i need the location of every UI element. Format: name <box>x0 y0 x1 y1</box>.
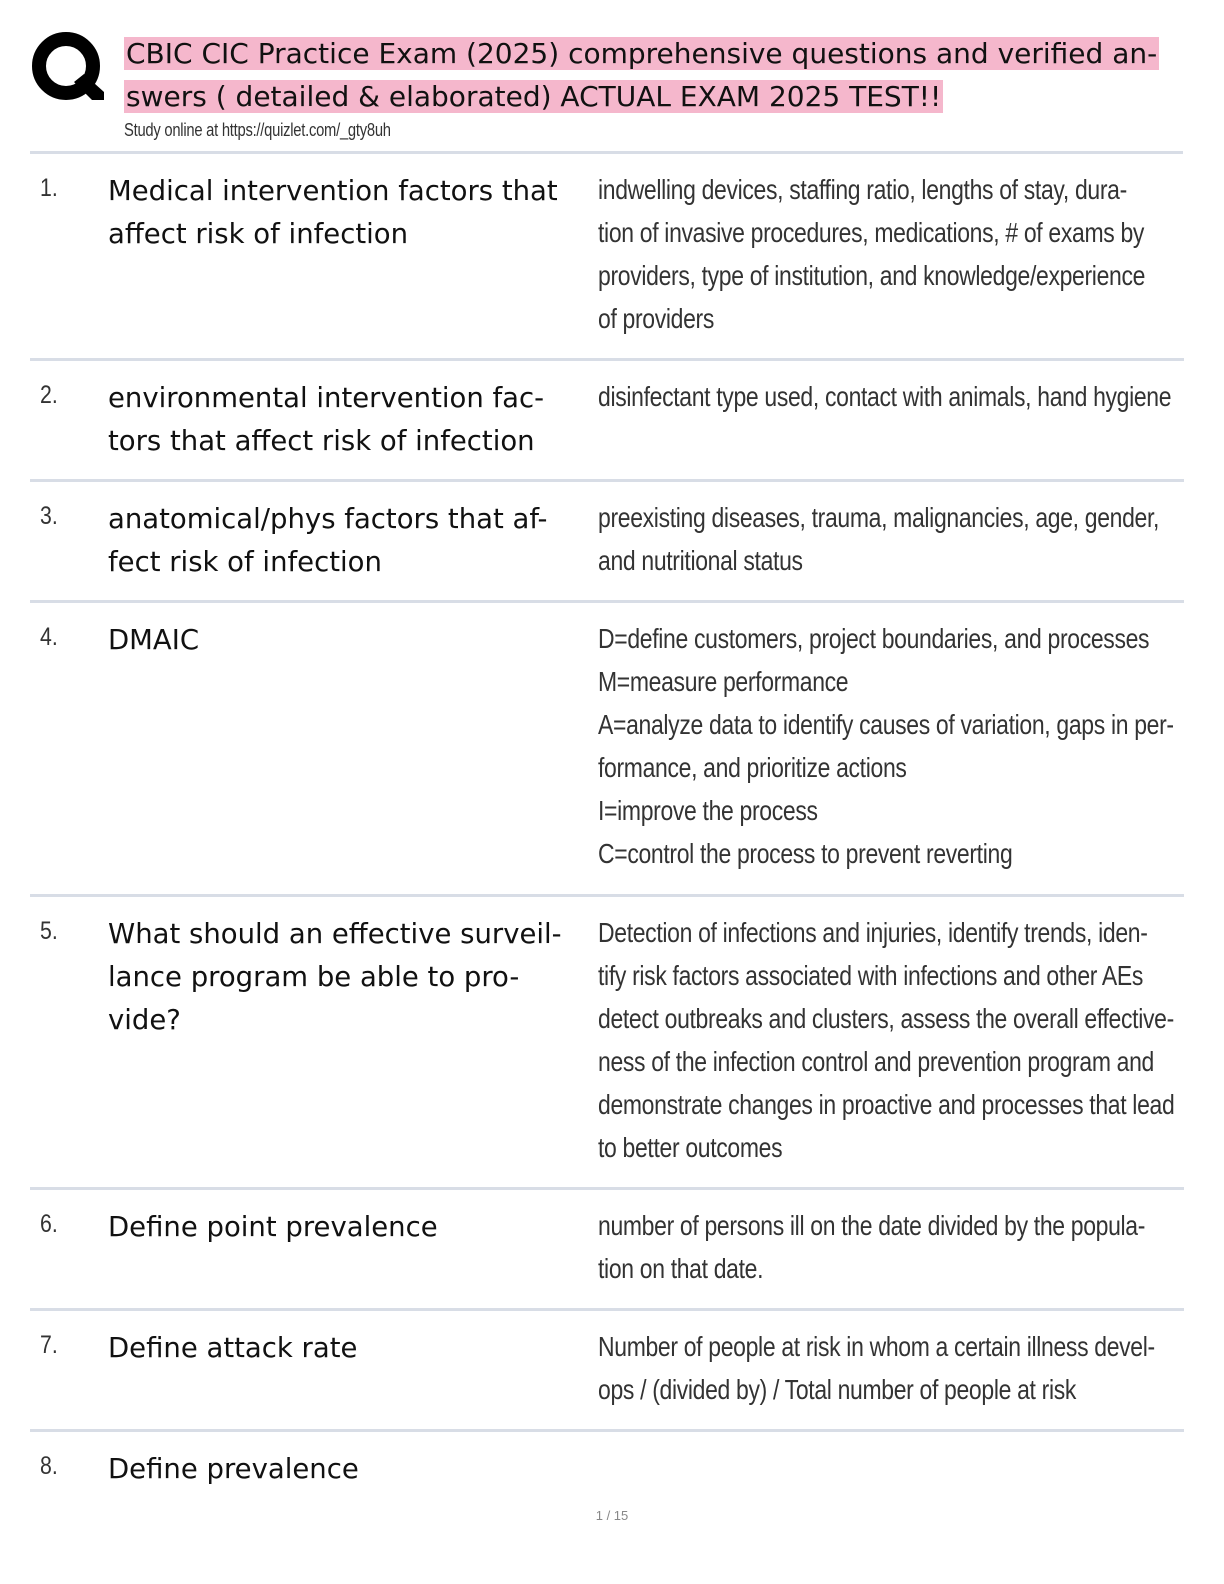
flashcard-row <box>30 603 1184 897</box>
card-term <box>108 1448 592 1491</box>
card-number: 6. <box>40 1210 58 1238</box>
study-online-link[interactable]: Study online at https://quizlet.com/_gty8uh <box>124 120 391 140</box>
card-number: 2. <box>40 381 58 409</box>
card-definition <box>598 1325 1155 1411</box>
card-definition <box>598 617 1174 875</box>
definition-line: A=analyze data to identify causes of variation, gaps in per- <box>598 709 1174 740</box>
flashcard-row <box>30 1311 1184 1432</box>
definition-line: Detection of infections and injuries, identify trends, iden- <box>598 917 1148 948</box>
card-definition <box>598 911 1175 1169</box>
definition-line: D=define customers, project boundaries, and processes <box>598 623 1150 654</box>
term-line: Define prevalence <box>108 1453 359 1485</box>
definition-line: detect outbreaks and clusters, assess the overall effective- <box>598 1003 1174 1034</box>
term-line: vide? <box>108 1004 181 1036</box>
definition-line: to better outcomes <box>598 1132 783 1163</box>
flashcard-list <box>30 154 1184 1532</box>
definition-line: Number of people at risk in whom a certain illness devel- <box>598 1331 1155 1362</box>
definition-line: I=improve the process <box>598 795 818 826</box>
document-title <box>124 32 1212 118</box>
definition-line: number of persons ill on the date divided by the popula- <box>598 1210 1146 1241</box>
card-term <box>108 1206 592 1249</box>
card-definition <box>598 1204 1146 1290</box>
definition-line: preexisting diseases, trauma, malignancies, age, gender, <box>598 502 1160 533</box>
definition-line: C=control the process to prevent reverting <box>598 838 1013 869</box>
title-line-2: swers ( detailed & elaborated) ACTUAL EXAM 2025 TEST!! <box>126 80 942 113</box>
definition-line: ness of the infection control and prevention program and <box>598 1046 1154 1077</box>
term-line: lance program be able to pro- <box>108 961 520 993</box>
definition-line: disinfectant type used, contact with animals, hand hygiene <box>598 381 1172 412</box>
definition-line: ops / (divided by) / Total number of people at risk <box>598 1374 1077 1405</box>
card-number: 7. <box>40 1331 58 1359</box>
card-term <box>108 377 592 463</box>
definition-line: formance, and prioritize actions <box>598 752 907 783</box>
quizlet-q-icon <box>30 30 106 106</box>
card-term <box>108 1327 592 1370</box>
page-indicator: 1 / 15 <box>595 1508 629 1523</box>
term-line: Define point prevalence <box>108 1211 438 1243</box>
definition-line: providers, type of institution, and knowledge/experience <box>598 260 1146 291</box>
card-term <box>108 498 592 584</box>
card-term <box>108 170 592 256</box>
term-line: Define attack rate <box>108 1332 358 1364</box>
card-number: 1. <box>40 174 58 202</box>
flashcard-row <box>30 1190 1184 1311</box>
term-line: environmental intervention fac- <box>108 382 545 414</box>
definition-line: tion of invasive procedures, medications, # of exams by <box>598 217 1145 248</box>
term-line: affect risk of infection <box>108 218 409 250</box>
term-line: What should an effective surveil- <box>108 918 562 950</box>
term-line: fect risk of infection <box>108 546 382 578</box>
term-line: anatomical/phys factors that af- <box>108 503 548 535</box>
card-definition <box>598 375 1172 418</box>
definition-line: indwelling devices, staffing ratio, lengths of stay, dura- <box>598 174 1127 205</box>
card-term <box>108 913 592 1042</box>
definition-line: tify risk factors associated with infections and other AEs <box>598 960 1144 991</box>
definition-line: M=measure performance <box>598 666 849 697</box>
card-number: 5. <box>40 917 58 945</box>
card-definition <box>598 168 1146 340</box>
definition-line: tion on that date. <box>598 1253 764 1284</box>
term-line: DMAIC <box>108 624 200 656</box>
card-definition <box>598 496 1160 582</box>
card-number: 4. <box>40 623 58 651</box>
card-number: 3. <box>40 502 58 530</box>
term-line: tors that affect risk of infection <box>108 425 535 457</box>
definition-line: of providers <box>598 303 715 334</box>
flashcard-row <box>30 154 1184 361</box>
flashcard-row <box>30 897 1184 1190</box>
term-line: Medical intervention factors that <box>108 175 558 207</box>
title-line-1: CBIC CIC Practice Exam (2025) comprehensive questions and verified an- <box>126 37 1158 70</box>
flashcard-row <box>30 361 1184 482</box>
definition-line: and nutritional status <box>598 545 803 576</box>
definition-line: demonstrate changes in proactive and processes that lead <box>598 1089 1175 1120</box>
flashcard-row <box>30 482 1184 603</box>
card-number: 8. <box>40 1452 58 1480</box>
card-term <box>108 619 592 662</box>
